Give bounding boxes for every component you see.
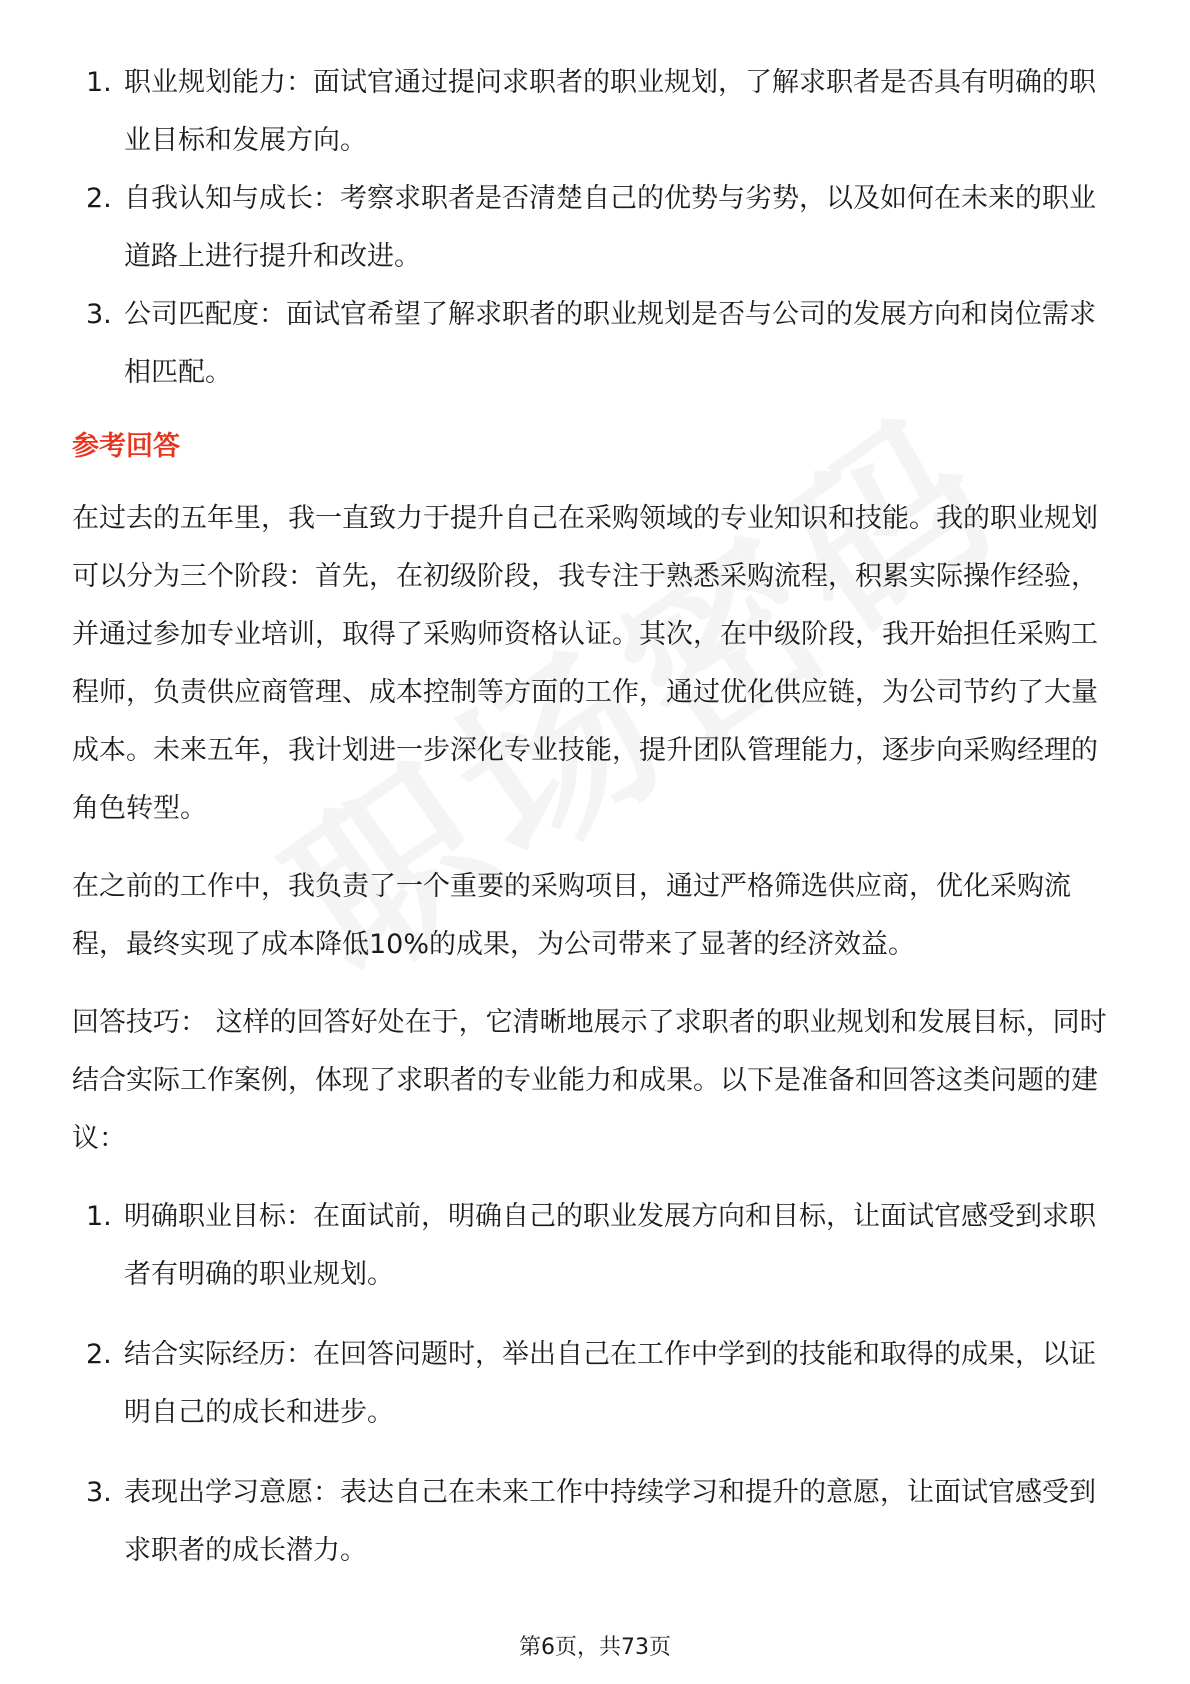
- answer-paragraph: 在之前的工作中，我负责了一个重要的采购项目，通过严格筛选供应商，优化采购流程，最终实现了成本降低10%的成果，为公司带来了显著的经济效益。: [72, 871, 1071, 960]
- list-number: 1.: [86, 1201, 112, 1232]
- list-item: [72, 1464, 1118, 1580]
- list-item: [72, 1326, 1118, 1442]
- section-title: 参考回答: [72, 431, 180, 462]
- list-number: 2.: [86, 183, 112, 214]
- list-number: 3.: [86, 1477, 112, 1508]
- list-item: [72, 1188, 1118, 1304]
- list-text: 明确职业目标：在面试前，明确自己的职业发展方向和目标，让面试官感受到求职者有明确的职业规划。: [124, 1201, 1096, 1290]
- page-content: [72, 54, 1118, 1602]
- tips-intro-paragraph: 回答技巧： 这样的回答好处在于，它清晰地展示了求职者的职业规划和发展目标，同时结合实际工作案例，体现了求职者的专业能力和成果。以下是准备和回答这类问题的建议：: [72, 1007, 1107, 1154]
- list-number: 2.: [86, 1339, 112, 1370]
- list-item: [72, 54, 1118, 170]
- list-item: [72, 170, 1118, 286]
- list-text: 结合实际经历：在回答问题时，举出自己在工作中学到的技能和取得的成果，以证明自己的成长和进步。: [124, 1339, 1096, 1428]
- tips-list: [72, 1188, 1118, 1580]
- list-text: 职业规划能力：面试官通过提问求职者的职业规划，了解求职者是否具有明确的职业目标和发展方向。: [124, 67, 1096, 156]
- intro-list: [72, 54, 1118, 402]
- list-number: 1.: [86, 67, 112, 98]
- list-text: 自我认知与成长：考察求职者是否清楚自己的优势与劣势，以及如何在未来的职业道路上进行提升和改进。: [124, 183, 1096, 272]
- page-footer: 第6页，共73页: [519, 1635, 671, 1660]
- list-number: 3.: [86, 299, 112, 330]
- answer-paragraph: 在过去的五年里，我一直致力于提升自己在采购领域的专业知识和技能。我的职业规划可以分为三个阶段：首先，在初级阶段，我专注于熟悉采购流程，积累实际操作经验，并通过参加专业培训，取得了采购师资格认证。其次，在中级阶段，我开始担任采购工程师，负责供应商管理、成本控制等方面的工作，通过优化供应链，为公司节约了大量成本。未来五年，我计划进一步深化专业技能，提升团队管理能力，逐步向采购经理的角色转型。: [72, 503, 1098, 824]
- list-item: [72, 286, 1118, 402]
- list-text: 公司匹配度：面试官希望了解求职者的职业规划是否与公司的发展方向和岗位需求相匹配。: [124, 299, 1096, 388]
- list-text: 表现出学习意愿：表达自己在未来工作中持续学习和提升的意愿，让面试官感受到求职者的成长潜力。: [124, 1477, 1096, 1566]
